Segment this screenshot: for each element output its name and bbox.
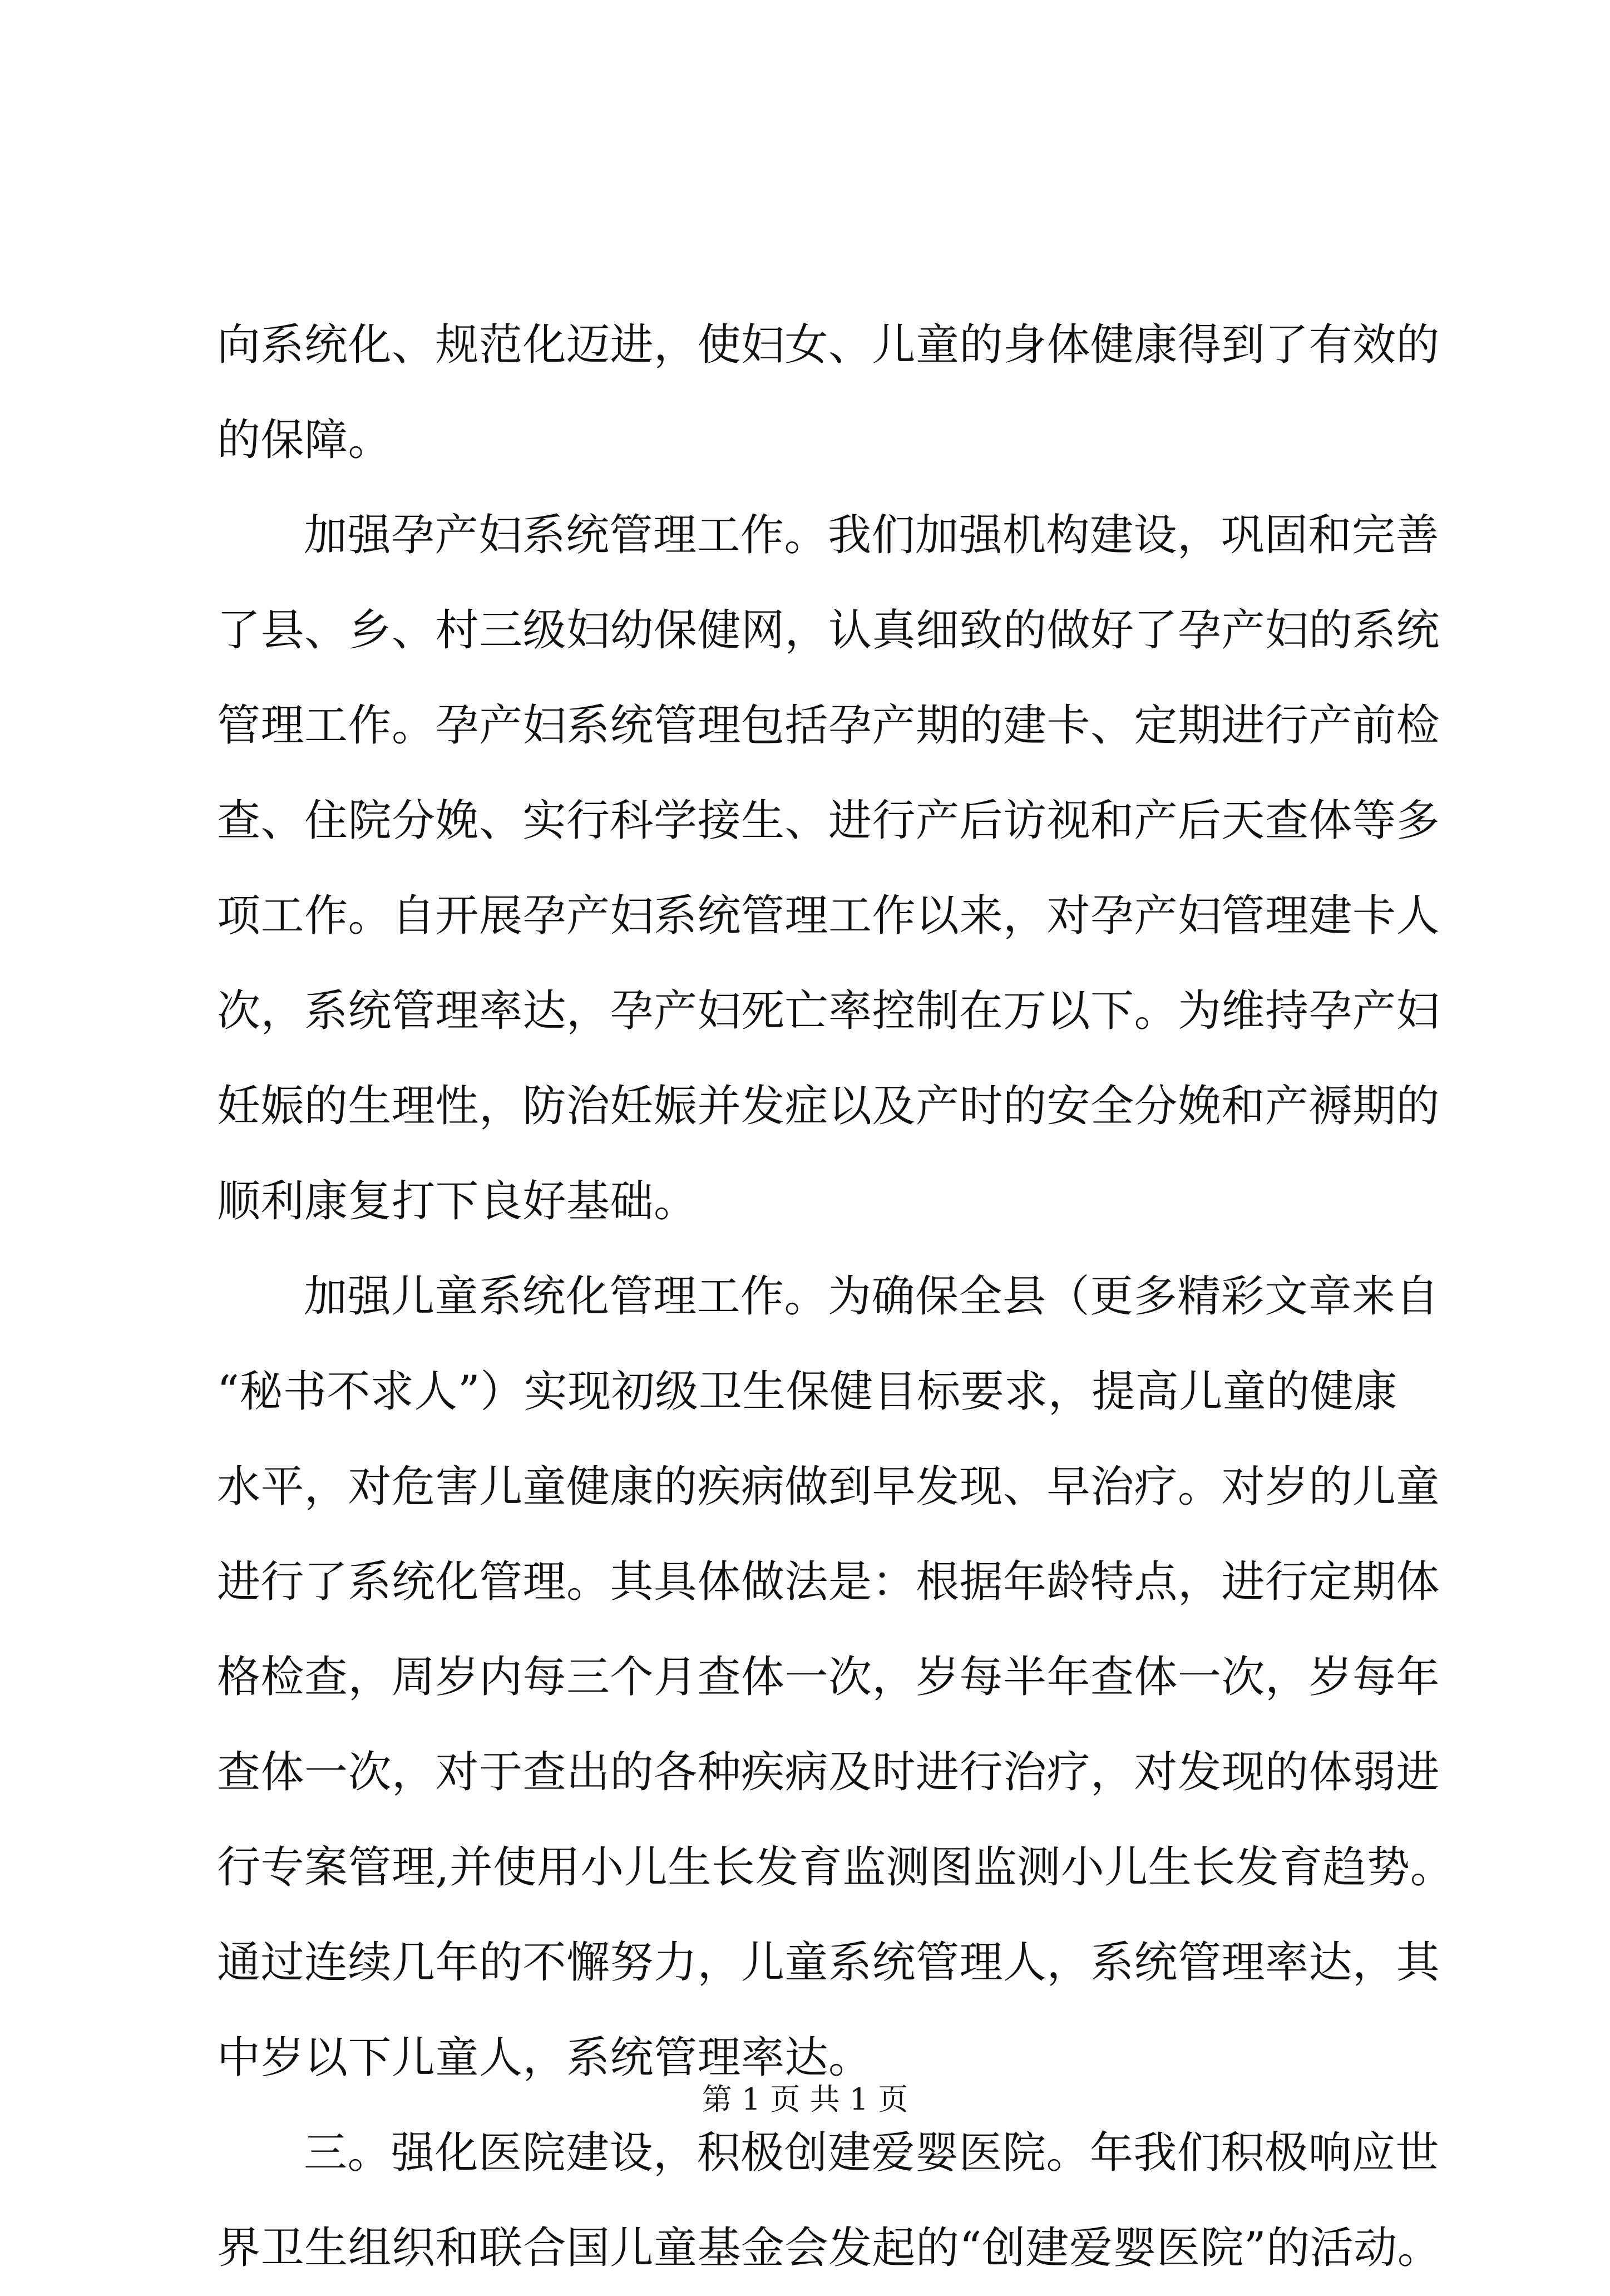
- text-line: 查体一次，对于查出的各种疾病及时进行治疗，对发现的体弱进: [217, 1747, 1440, 1797]
- text-line: 了县、乡、村三级妇幼保健网，认真细致的做好了孕产妇的系统: [217, 605, 1440, 656]
- paragraph-start-line: 加强儿童系统化管理工作。为确保全县（更多精彩文章来自: [304, 1272, 1440, 1322]
- text-line: 通过连续几年的不懈努力，儿童系统管理人，系统管理率达，其: [217, 1938, 1440, 1988]
- text-line: 水平，对危害儿童健康的疾病做到早发现、早治疗。对岁的儿童: [217, 1462, 1440, 1512]
- text-line: 妊娠的生理性，防治妊娠并发症以及产时的安全分娩和产褥期的: [217, 1081, 1440, 1131]
- text-line: “秘书不求人”）实现初级卫生保健目标要求，提高儿童的健康: [217, 1367, 1397, 1417]
- text-line: 界卫生组织和联合国儿童基金会发起的“创建爱婴医院”的活动。: [217, 2223, 1441, 2273]
- document-body: [217, 298, 1454, 2296]
- page-footer: 第 1 页 共 1 页: [702, 2082, 908, 2117]
- text-line: 行专案管理,并使用小儿生长发育监测图监测小儿生长发育趋势。: [217, 1842, 1454, 1893]
- text-line: 向系统化、规范化迈进，使妇女、儿童的身体健康得到了有效的: [217, 320, 1440, 370]
- text-line: 进行了系统化管理。其具体做法是：根据年龄特点，进行定期体: [217, 1557, 1440, 1607]
- text-line: 格检查，周岁内每三个月查体一次，岁每半年查体一次，岁每年: [217, 1652, 1440, 1702]
- text-line: 次，系统管理率达，孕产妇死亡率控制在万以下。为维持孕产妇: [217, 986, 1440, 1036]
- paragraph-start-line: 加强孕产妇系统管理工作。我们加强机构建设，巩固和完善: [304, 510, 1440, 560]
- text-line: 查、住院分娩、实行科学接生、进行产后访视和产后天查体等多: [217, 796, 1440, 846]
- text-line: 管理工作。孕产妇系统管理包括孕产期的建卡、定期进行产前检: [217, 701, 1440, 751]
- text-line: 的保障。: [217, 415, 392, 465]
- text-line: 项工作。自开展孕产妇系统管理工作以来，对孕产妇管理建卡人: [217, 891, 1440, 941]
- text-line: 中岁以下儿童人，系统管理率达。: [217, 2033, 872, 2083]
- text-line: 顺利康复打下良好基础。: [217, 1176, 698, 1226]
- paragraph-start-line: 三。强化医院建设，积极创建爱婴医院。年我们积极响应世: [304, 2128, 1440, 2178]
